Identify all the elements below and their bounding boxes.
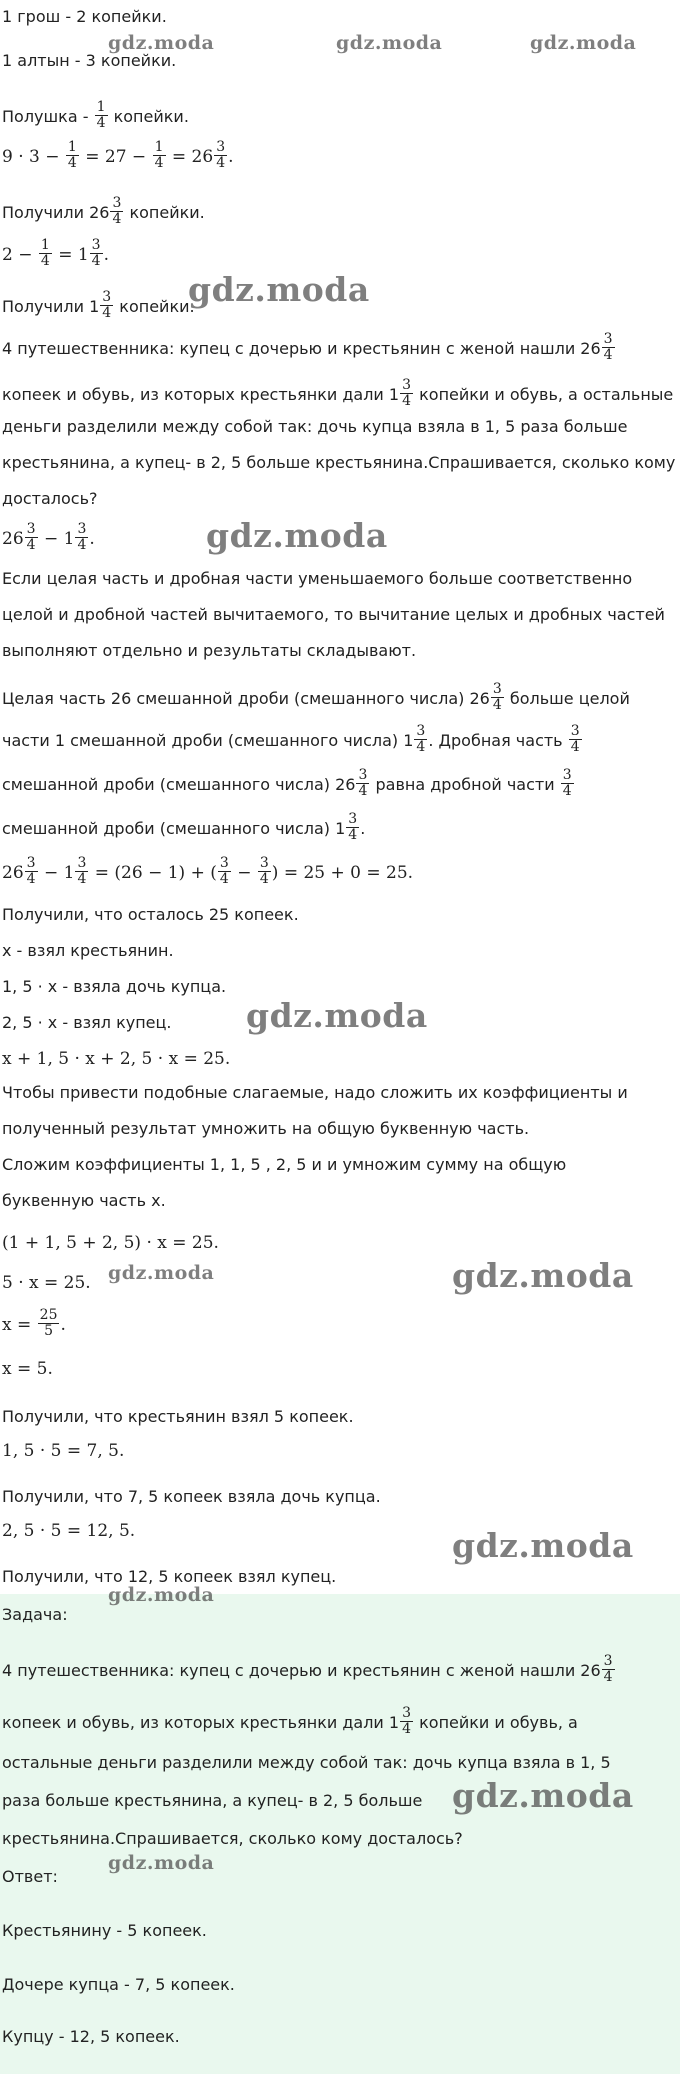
text-line: крестьянина, а купец- в 2, 5 больше крестьянина.Спрашивается, сколько кому <box>2 453 676 472</box>
fraction: $\frac{3}{4}$ <box>91 237 101 269</box>
text-line: буквенную часть x. <box>2 1191 166 1210</box>
text-line: Целая часть 26 смешанной дроби (смешанного числа) 26 $\frac{3}{4}$ больше целой <box>2 681 630 713</box>
task-answer-box <box>0 1594 680 2074</box>
fraction: $\frac{3}{4}$ <box>570 723 580 755</box>
text-line: части 1 смешанной дроби (смешанного числа) 1 $\frac{3}{4}$ . Дробная часть $\frac{3}{4}$ <box>2 723 580 755</box>
text-line: полученный результат умножить на общую буквенную часть. <box>2 1119 530 1138</box>
watermark: gdz.moda <box>108 1852 215 1874</box>
fraction: $\frac{3}{4}$ <box>77 521 87 553</box>
text-line: 1 грош - 2 копейки. <box>2 7 167 26</box>
fraction: $\frac{3}{4}$ <box>348 811 358 843</box>
text-line: раза больше крестьянина, а купец- в 2, 5 больше <box>2 1791 423 1810</box>
text-line: Получили, что 7, 5 копеек взяла дочь купца. <box>2 1487 381 1506</box>
fraction: $\frac{3}{4}$ <box>259 855 269 887</box>
text-line: Получили 1 $\frac{3}{4}$ копейки. <box>2 289 195 321</box>
watermark: gdz.moda <box>336 32 443 54</box>
watermark: gdz.moda <box>108 1262 215 1284</box>
fraction: $\frac{3}{4}$ <box>219 855 229 887</box>
fraction: $\frac{3}{4}$ <box>562 767 572 799</box>
fraction: $\frac{1}{4}$ <box>67 139 77 171</box>
math-line: 5 · x = 25. <box>2 1273 91 1293</box>
math-line: 26 $\frac{3}{4}$ − 1 $\frac{3}{4}$ . <box>2 521 95 553</box>
answer-label: Ответ: <box>2 1867 58 1886</box>
watermark: gdz.moda <box>530 32 637 54</box>
math-line: 1, 5 · 5 = 7, 5. <box>2 1441 125 1461</box>
watermark: gdz.moda <box>108 32 215 54</box>
text-line: 1 алтын - 3 копейки. <box>2 51 177 70</box>
text-fragment: Полушка - <box>2 107 89 126</box>
text-line: Получили, что крестьянин взял 5 копеек. <box>2 1407 354 1426</box>
fraction: $\frac{3}{4}$ <box>603 1653 613 1685</box>
text-line: 1, 5 · x - взяла дочь купца. <box>2 977 227 996</box>
text-fragment: копейки. <box>113 107 189 126</box>
text-line: копеек и обувь, из которых крестьянки дали 1 $\frac{3}{4}$ копейки и обувь, а остальные <box>2 377 674 409</box>
answer-line: Дочере купца - 7, 5 копеек. <box>2 1975 235 1994</box>
fraction: $\frac{3}{4}$ <box>26 855 36 887</box>
fraction: $\frac{1}{4}$ <box>154 139 164 171</box>
math-line: x + 1, 5 · x + 2, 5 · x = 25. <box>2 1049 231 1069</box>
task-label: Задача: <box>2 1605 68 1624</box>
text-line: смешанной дроби (смешанного числа) 1 $\frac{3}{4}$ . <box>2 811 366 843</box>
text-line: 4 путешественника: купец с дочерью и крестьянин с женой нашли 26 $\frac{3}{4}$ <box>2 1653 613 1685</box>
text-line: Получили, что осталось 25 копеек. <box>2 905 299 924</box>
text-line: остальные деньги разделили между собой так: дочь купца взяла в 1, 5 <box>2 1753 611 1772</box>
fraction: $\frac{3}{4}$ <box>492 681 502 713</box>
fraction: $\frac{3}{4}$ <box>102 289 112 321</box>
text-line: крестьянина.Спрашивается, сколько кому досталось? <box>2 1829 463 1848</box>
fraction: $\frac{3}{4}$ <box>77 855 87 887</box>
watermark: gdz.moda <box>246 996 428 1035</box>
text-line: Если целая часть и дробная части уменьшаемого больше соответственно <box>2 569 633 588</box>
fraction: $\frac{25}{5}$ <box>39 1307 58 1339</box>
text-line: x - взял крестьянин. <box>2 941 174 960</box>
text-line <box>2 99 189 133</box>
text-line: досталось? <box>2 489 98 508</box>
text-line: Чтобы привести подобные слагаемые, надо сложить их коэффициенты и <box>2 1083 628 1102</box>
text-line: Получили, что 12, 5 копеек взял купец. <box>2 1567 337 1586</box>
text-line: деньги разделили между собой так: дочь купца взяла в 1, 5 раза больше <box>2 417 628 436</box>
math-line: x = 5. <box>2 1359 53 1379</box>
text-line: целой и дробной частей вычитаемого, то вычитание целых и дробных частей <box>2 605 665 624</box>
fraction: $\frac{3}{4}$ <box>416 723 426 755</box>
text-line: Сложим коэффициенты 1, 1, 5 , 2, 5 и и умножим сумму на общую <box>2 1155 567 1174</box>
watermark: gdz.moda <box>452 1256 634 1295</box>
math-line: 9 · 3 − $\frac{1}{4}$ = 27 − $\frac{1}{4}$ = 26 $\frac{3}{4}$ . <box>2 139 234 171</box>
fraction: $\frac{3}{4}$ <box>358 767 368 799</box>
answer-line: Купцу - 12, 5 копеек. <box>2 2027 180 2046</box>
fraction: $\frac{3}{4}$ <box>26 521 36 553</box>
watermark: gdz.moda <box>452 1526 634 1565</box>
text-line: копеек и обувь, из которых крестьянки дали 1 $\frac{3}{4}$ копейки и обувь, а <box>2 1705 578 1737</box>
watermark: gdz.moda <box>452 1776 634 1815</box>
math-line: x = $\frac{25}{5}$ . <box>2 1307 66 1339</box>
fraction: $\frac{3}{4}$ <box>402 377 412 409</box>
fraction: $\frac{3}{4}$ <box>402 1705 412 1737</box>
fraction: $\frac{3}{4}$ <box>112 195 122 227</box>
math-line: 2 − $\frac{1}{4}$ = 1 $\frac{3}{4}$ . <box>2 237 109 269</box>
text-line: 2, 5 · x - взял купец. <box>2 1013 172 1032</box>
fraction: $\frac{3}{4}$ <box>216 139 226 171</box>
fraction: $\frac{1}{4}$ <box>96 99 106 131</box>
fraction: $\frac{1}{4}$ <box>40 237 50 269</box>
answer-line: Крестьянину - 5 копеек. <box>2 1921 207 1940</box>
text-line: 4 путешественника: купец с дочерью и крестьянин с женой нашли 26 $\frac{3}{4}$ <box>2 331 613 363</box>
math-line: 2, 5 · 5 = 12, 5. <box>2 1521 136 1541</box>
text-line: смешанной дроби (смешанного числа) 26 $\frac{3}{4}$ равна дробной части $\frac{3}{4}$ <box>2 767 572 799</box>
watermark: gdz.moda <box>206 516 388 555</box>
fraction: $\frac{3}{4}$ <box>603 331 613 363</box>
text-line: Получили 26 $\frac{3}{4}$ копейки. <box>2 195 205 227</box>
math-line: (1 + 1, 5 + 2, 5) · x = 25. <box>2 1233 219 1253</box>
watermark: gdz.moda <box>108 1584 215 1606</box>
math-line: 26 $\frac{3}{4}$ − 1 $\frac{3}{4}$ = (26 − 1) + ( $\frac{3}{4}$ − $\frac{3}{4}$ ) = 25 + 0 = 25. <box>2 855 414 887</box>
text-line: выполняют отдельно и результаты складывают. <box>2 641 417 660</box>
watermark: gdz.moda <box>188 270 370 309</box>
